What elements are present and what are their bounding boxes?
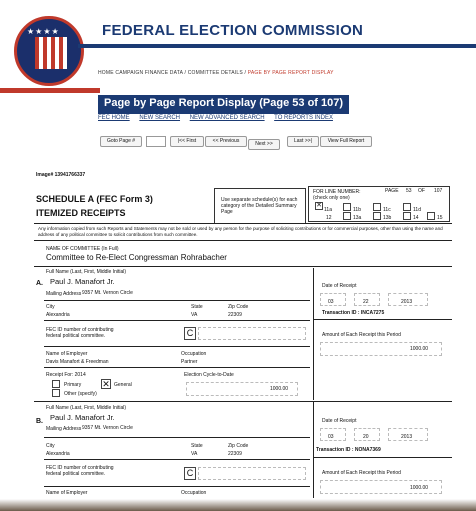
entry-a-month: 03 — [328, 299, 334, 305]
nav-advanced-search-link[interactable]: NEW ADVANCED SEARCH — [189, 115, 265, 121]
entry-a-state-label: State — [191, 304, 203, 310]
line-11d-label: 11d — [413, 207, 421, 213]
seal-stars: ★★★★ — [27, 27, 60, 36]
entry-b-date-label: Date of Receipt — [322, 418, 357, 424]
entry-b-letter: B. — [36, 418, 43, 425]
page-title: Page by Page Report Display (Page 53 of 107) — [98, 95, 349, 114]
entry-b-mailing-label: Mailing Address — [46, 426, 82, 432]
entry-b-mailing: 9357 Mt. Vernon Circle — [82, 425, 133, 431]
divider — [44, 367, 310, 368]
page-bottom-edge — [0, 499, 476, 511]
breadcrumb-path[interactable]: HOME CAMPAIGN FINANCE DATA / COMMITTEE DETAILS / — [98, 70, 248, 76]
entry-a-city-label: City — [46, 304, 55, 310]
entry-a-day: 22 — [363, 299, 369, 305]
divider — [44, 437, 310, 438]
line-11b-checkbox[interactable] — [343, 203, 351, 211]
fec-seal-logo — [14, 16, 84, 86]
line-15-checkbox[interactable] — [427, 212, 435, 220]
entry-a-employer-label: Name of Employer — [46, 351, 88, 357]
entry-b-amount-label: Amount of Each Receipt this Period — [322, 470, 401, 476]
entry-a-mailing-label: Mailing Address — [46, 291, 82, 297]
nav-reports-index-link[interactable]: TO REPORTS INDEX — [274, 115, 333, 121]
entry-b-name: Paul J. Manafort Jr. — [50, 413, 115, 422]
use-separate-note: Use separate schedule(s) for each category of the Detailed Summary Page — [221, 197, 298, 215]
entry-b-name-label: Full Name (Last, First, Middle Initial) — [46, 405, 127, 411]
page-label: PAGE — [385, 188, 399, 194]
entry-a-state: VA — [191, 312, 198, 318]
entry-a-name: Paul J. Manafort Jr. — [50, 277, 115, 286]
entry-b-day: 20 — [363, 434, 369, 440]
line-14-checkbox[interactable] — [403, 212, 411, 220]
goto-page-input[interactable] — [146, 136, 166, 147]
divider — [44, 486, 310, 487]
entry-b-year: 2013 — [401, 434, 413, 440]
entry-a-zip-label: Zip Code — [228, 304, 249, 310]
line-11c-label: 11c — [383, 207, 391, 213]
header-divider — [78, 44, 476, 48]
line-13a-label: 13a — [353, 215, 362, 221]
entry-a-mailing: 9357 Mt. Vernon Circle — [82, 290, 133, 296]
page-number: 53 — [406, 188, 412, 194]
entry-a-primary-checkbox[interactable] — [52, 380, 60, 388]
view-full-report-button[interactable]: View Full Report — [320, 136, 372, 147]
for-line-label: FOR LINE NUMBER: — [313, 189, 361, 195]
committee-name: Committee to Re-Elect Congressman Rohrabacher — [46, 253, 227, 262]
divider — [44, 459, 310, 460]
entry-a-receipt-for: Receipt For: 2014 — [46, 372, 86, 378]
divider — [44, 346, 310, 347]
entry-a-general-label: General — [114, 382, 132, 388]
entry-a-general-checkbox[interactable]: ✕ — [102, 379, 110, 389]
entry-a-occupation: Partner — [181, 359, 198, 365]
schedule-title: SCHEDULE A (FEC Form 3) — [36, 194, 153, 204]
entry-a-city: Alexandria — [46, 312, 70, 318]
entry-a-transaction-id: Transaction ID : INCA7275 — [322, 310, 385, 316]
check-only-label: (check only one) — [313, 195, 350, 201]
agency-title: FEDERAL ELECTION COMMISSION — [102, 22, 364, 39]
of-label: OF — [418, 188, 425, 194]
entry-b-month: 03 — [328, 434, 334, 440]
entry-a-cycle-label: Election Cycle-to-Date — [184, 372, 234, 378]
breadcrumb-current: PAGE BY PAGE REPORT DISPLAY — [247, 70, 334, 76]
entry-b-fecid-label: FEC ID number of contributing federal political committee. — [46, 465, 114, 477]
entry-b-city: Alexandria — [46, 451, 70, 457]
last-page-button[interactable]: Last >>| — [287, 136, 319, 147]
divider — [313, 457, 452, 458]
header-accent — [0, 88, 100, 93]
entry-b-fecid-c-box: C — [184, 467, 196, 480]
line-13b-label: 13b — [383, 215, 392, 221]
divider — [313, 402, 314, 498]
entry-a-other-label: Other (specify) — [64, 391, 97, 397]
entry-b-city-label: City — [46, 443, 55, 449]
entry-b-amount: 1000.00 — [410, 485, 429, 491]
line-11a-checkbox[interactable]: ✕ — [316, 202, 322, 209]
next-page-button[interactable]: Next >> — [248, 139, 280, 150]
divider — [34, 401, 452, 402]
line-12-label: 12 — [326, 215, 332, 221]
divider — [34, 240, 452, 241]
entry-b-employer-label: Name of Employer — [46, 490, 88, 496]
nav-new-search-link[interactable]: NEW SEARCH — [139, 115, 181, 121]
entry-a-zip: 22309 — [228, 312, 242, 318]
nav-fec-home-link[interactable]: FEC HOME — [98, 115, 130, 121]
goto-page-button[interactable]: Goto Page # — [100, 136, 142, 147]
entry-b-state-label: State — [191, 443, 203, 449]
divider — [44, 320, 310, 321]
line-11c-checkbox[interactable] — [373, 203, 381, 211]
schedule-subtitle: ITEMIZED RECEIPTS — [36, 208, 126, 218]
divider — [34, 223, 452, 224]
entry-a-amount-label: Amount of Each Receipt this Period — [322, 332, 401, 338]
line-15-label: 15 — [437, 215, 443, 221]
entry-a-fecid-c-box: C — [184, 327, 196, 340]
image-number: Image# 13941766337 — [36, 172, 86, 178]
line-13b-checkbox[interactable] — [373, 212, 381, 220]
line-11a-label: 11a — [324, 207, 332, 213]
of-number: 107 — [434, 188, 443, 194]
entry-a-letter: A. — [36, 280, 43, 287]
divider — [313, 319, 452, 320]
entry-b-state: VA — [191, 451, 198, 457]
committee-name-label: NAME OF COMMITTEE (In Full) — [46, 246, 119, 252]
entry-a-year: 2013 — [401, 299, 413, 305]
line-11d-checkbox[interactable] — [403, 203, 411, 211]
line-13a-checkbox[interactable] — [343, 212, 351, 220]
entry-b-zip-label: Zip Code — [228, 443, 249, 449]
entry-a-primary-label: Primary — [64, 382, 82, 388]
first-page-button[interactable]: |<< First — [170, 136, 204, 147]
entry-a-date-label: Date of Receipt — [322, 283, 357, 289]
seal-stripes — [35, 37, 67, 69]
entry-a-amount: 1000.00 — [410, 346, 429, 352]
previous-page-button[interactable]: << Previous — [205, 136, 247, 147]
entry-a-employer: Davis Manafort & Freedman — [46, 359, 109, 365]
breadcrumb — [98, 70, 334, 76]
nav-links — [98, 115, 341, 121]
entry-a-cycle: 1000.00 — [270, 386, 289, 392]
entry-b-zip: 22309 — [228, 451, 242, 457]
divider — [34, 266, 452, 267]
entry-a-fecid-label: FEC ID number of contributing federal political committee. — [46, 327, 114, 339]
line-14-label: 14 — [413, 215, 419, 221]
line-11b-label: 11b — [353, 207, 361, 213]
usage-notice: Any information copied from such Reports and Statements may not be sold or used by any person for the purpose of soliciting contributions or for commercial purposes, other than using the name and address of any political committee to solicit contributions from such committee. — [38, 226, 443, 237]
divider — [313, 268, 314, 400]
entry-b-fecid-input[interactable] — [198, 467, 306, 480]
entry-a-name-label: Full Name (Last, First, Middle Initial) — [46, 269, 127, 275]
entry-a-other-checkbox[interactable] — [52, 389, 60, 397]
entry-b-transaction-id: Transaction ID : NONA7369 — [316, 447, 381, 453]
entry-a-fecid-input[interactable] — [198, 327, 306, 340]
divider — [44, 300, 310, 301]
entry-a-occupation-label: Occupation — [181, 351, 207, 357]
entry-b-occupation-label: Occupation — [181, 490, 207, 496]
